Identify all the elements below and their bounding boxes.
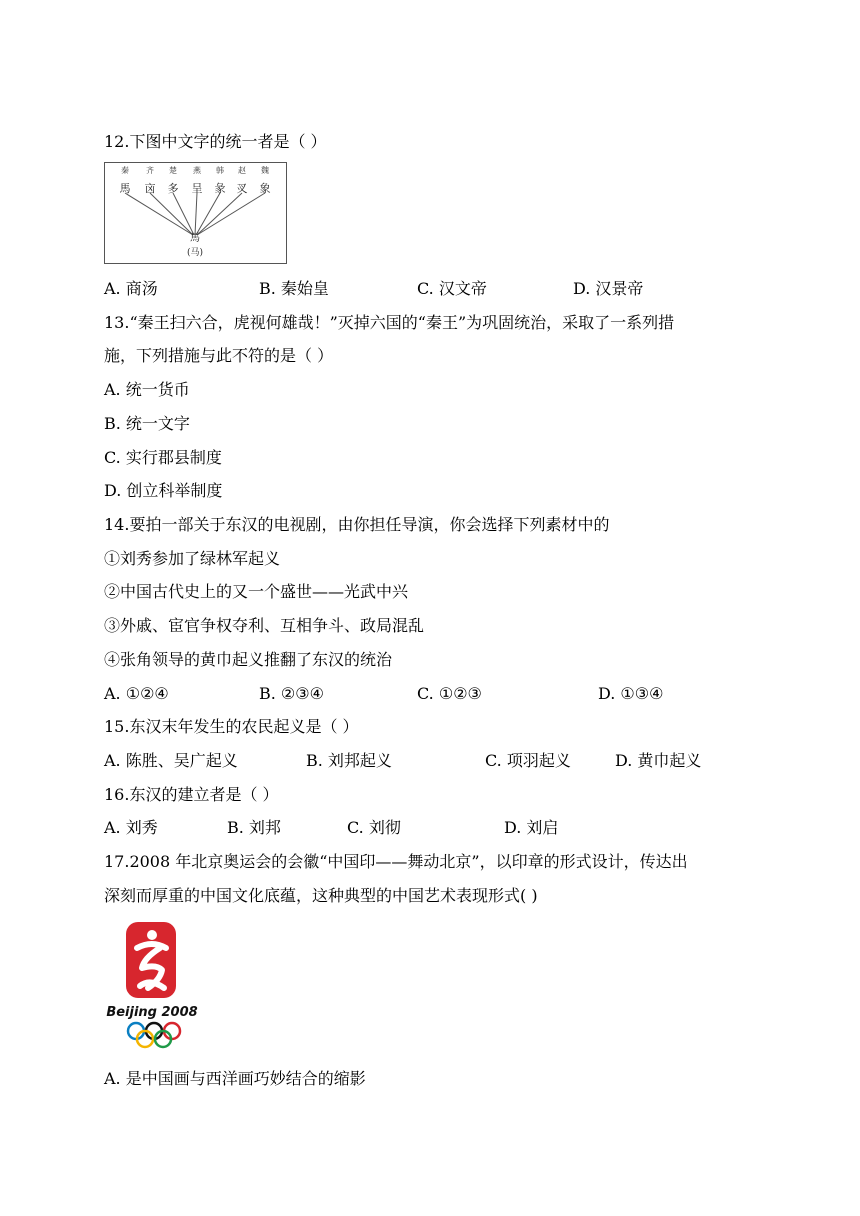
q14-option-b: B. ②③④ <box>259 684 324 703</box>
state-label: 楚 <box>169 166 177 175</box>
q15-option-c: C. 项羽起义 <box>485 751 571 770</box>
unified-glyph: 馬 <box>190 233 200 244</box>
ancient-glyph: 象 <box>259 182 271 195</box>
q13-stem-line1: 13.“秦王扫六合，虎视何雄哉！”灭掉六国的“秦王”为巩固统治，采取了一系列措 <box>104 313 675 332</box>
ancient-glyph: 多 <box>167 182 179 195</box>
q14-stem: 14.要拍一部关于东汉的电视剧，由你担任导演，你会选择下列素材中的 <box>104 515 610 534</box>
ancient-glyph: 㐫 <box>144 182 156 195</box>
state-label: 秦 <box>121 166 129 175</box>
q13-option-c: C. 实行郡县制度 <box>104 448 222 467</box>
ancient-glyph: 彖 <box>214 182 226 195</box>
q12-option-b: B. 秦始皇 <box>259 279 329 298</box>
q13-option-b: B. 统一文字 <box>104 414 190 433</box>
state-label: 燕 <box>193 166 201 175</box>
q14-item-3: ③外戚、宦官争权夺利、互相争斗、政局混乱 <box>104 616 425 635</box>
q12-option-d: D. 汉景帝 <box>573 279 644 298</box>
state-label: 韩 <box>216 166 224 175</box>
ancient-glyph: 呈 <box>191 182 203 195</box>
q17-option-a: A. 是中国画与西洋画巧妙结合的缩影 <box>104 1069 366 1088</box>
unified-label: (马) <box>186 248 204 258</box>
q14-option-a: A. ①②④ <box>104 684 169 703</box>
ancient-glyph: 㕚 <box>236 182 248 195</box>
dancing-beijing-seal-icon <box>104 918 200 1056</box>
q14-option-d: D. ①③④ <box>598 684 664 703</box>
q14-option-c: C. ①②③ <box>417 684 482 703</box>
q15-option-a: A. 陈胜、吴广起义 <box>104 751 238 770</box>
q13-stem-line2: 施，下列措施与此不符的是（ ） <box>104 346 334 365</box>
script-unification-figure <box>104 162 287 264</box>
q17-stem-line1: 17.2008 年北京奥运会的会徽“中国印——舞动北京”，以印章的形式设计，传达出 <box>104 852 688 871</box>
q17-stem-line2: 深刻而厚重的中国文化底蕴，这种典型的中国艺术表现形式( ) <box>104 886 538 905</box>
q16-option-b: B. 刘邦 <box>227 818 281 837</box>
q14-item-2: ②中国古代史上的又一个盛世——光武中兴 <box>104 582 409 601</box>
ancient-glyph: 馬 <box>119 182 131 195</box>
q16-option-d: D. 刘启 <box>504 818 559 837</box>
q12-stem: 12.下图中文字的统一者是（ ） <box>104 132 327 151</box>
q14-item-4: ④张角领导的黄巾起义推翻了东汉的统治 <box>104 650 393 669</box>
state-label: 魏 <box>261 166 269 175</box>
q12-option-c: C. 汉文帝 <box>417 279 487 298</box>
q16-option-a: A. 刘秀 <box>104 818 158 837</box>
beijing-2008-emblem <box>104 918 200 1056</box>
q14-item-1: ①刘秀参加了绿林军起义 <box>104 549 281 568</box>
beijing-2008-text: Beijing 2008 <box>106 1005 198 1020</box>
q13-option-a: A. 统一货币 <box>104 380 190 399</box>
state-label: 赵 <box>238 166 246 175</box>
q12-option-a: A. 商汤 <box>104 279 158 298</box>
q16-stem: 16.东汉的建立者是（ ） <box>104 785 279 804</box>
q15-option-d: D. 黄巾起义 <box>615 751 702 770</box>
q15-option-b: B. 刘邦起义 <box>306 751 392 770</box>
q13-option-d: D. 创立科举制度 <box>104 481 223 500</box>
state-label: 齐 <box>146 166 154 175</box>
q16-option-c: C. 刘彻 <box>347 818 401 837</box>
q15-stem: 15.东汉末年发生的农民起义是（ ） <box>104 717 359 736</box>
